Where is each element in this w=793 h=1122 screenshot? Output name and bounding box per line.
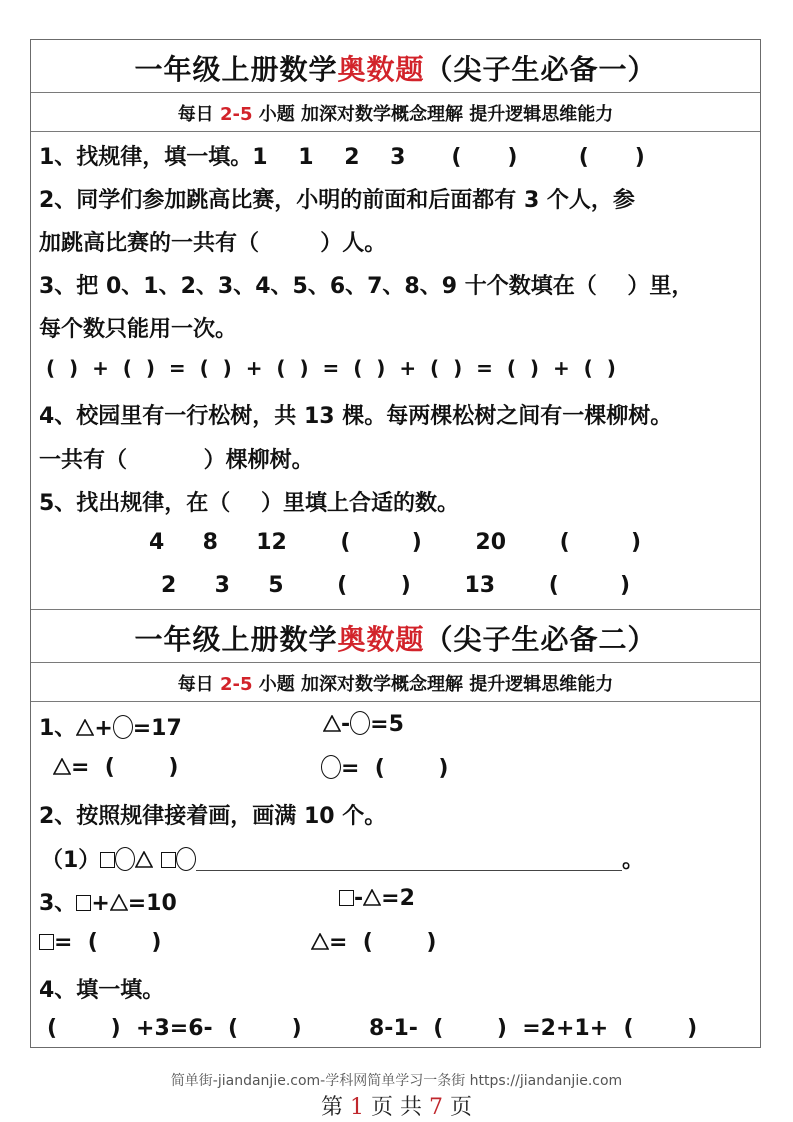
triangle-icon bbox=[53, 758, 71, 775]
triangle-icon bbox=[135, 851, 153, 868]
s2-question-3-eq1: 3、 + =10 bbox=[39, 891, 177, 916]
s2-question-2-pattern: （1） 。 bbox=[41, 848, 644, 873]
triangle-icon bbox=[363, 889, 381, 906]
page-indicator: 第 1 页 共 7 页 bbox=[321, 1095, 472, 1120]
triangle-icon bbox=[323, 715, 341, 732]
question-3-equation: ( ) + ( ) = ( ) + ( ) = ( ) + ( ) = ( ) + ( ) bbox=[39, 356, 616, 380]
divider bbox=[31, 131, 760, 132]
section2-subtitle: 每日 2-5 小题 加深对数学概念理解 提升逻辑思维能力 bbox=[177, 674, 614, 695]
circle-icon bbox=[113, 715, 133, 739]
question-4-cont: 一共有（ ）棵柳树。 bbox=[39, 448, 314, 473]
triangle-icon bbox=[76, 719, 94, 736]
s2-question-3-ans1: = ( ) bbox=[39, 930, 161, 955]
triangle-icon bbox=[110, 894, 128, 911]
divider bbox=[31, 701, 760, 702]
s2-question-4-eq2: 8-1- ( ) =2+1+ ( ) bbox=[369, 1016, 698, 1041]
divider bbox=[31, 92, 760, 93]
s2-question-2: 2、按照规律接着画，画满 10 个。 bbox=[39, 804, 387, 829]
square-icon bbox=[100, 852, 115, 868]
section1-title: 一年级上册数学奥数题（尖子生必备一） bbox=[134, 53, 657, 86]
square-icon bbox=[39, 934, 54, 950]
answer-line[interactable] bbox=[196, 850, 622, 871]
circle-icon bbox=[350, 711, 370, 735]
divider bbox=[31, 662, 760, 663]
section2-title: 一年级上册数学奥数题（尖子生必备二） bbox=[134, 623, 657, 656]
circle-icon bbox=[115, 847, 135, 871]
question-3: 3、把 0、1、2、3、4、5、6、7、8、9 十个数填在（ ）里， bbox=[39, 274, 694, 299]
s2-question-1-eq2: - =5 bbox=[323, 711, 404, 737]
question-5: 5、找出规律，在（ ）里填上合适的数。 bbox=[39, 491, 459, 516]
section1-subtitle: 每日 2-5 小题 加深对数学概念理解 提升逻辑思维能力 bbox=[177, 104, 614, 125]
worksheet bbox=[30, 39, 761, 1048]
question-3-cont: 每个数只能用一次。 bbox=[39, 317, 238, 342]
s2-question-1-ans1: = ( ) bbox=[53, 755, 178, 780]
square-icon bbox=[339, 890, 354, 906]
question-5-sequence-1: 4 8 12 ( ) 20 ( ) bbox=[149, 530, 642, 555]
question-4: 4、校园里有一行松树，共 13 棵。每两棵松树之间有一棵柳树。 bbox=[39, 404, 673, 429]
s2-question-1-ans2: = ( ) bbox=[321, 755, 448, 781]
circle-icon bbox=[321, 755, 341, 779]
s2-question-3-eq2: - =2 bbox=[339, 886, 415, 911]
triangle-icon bbox=[311, 933, 329, 950]
square-icon bbox=[76, 895, 91, 911]
s2-question-4: 4、填一填。 bbox=[39, 978, 165, 1003]
question-5-sequence-2: 2 3 5 ( ) 13 ( ) bbox=[161, 573, 631, 598]
s2-question-1-eq1: 1、 + =17 bbox=[39, 716, 182, 741]
question-2-cont: 加跳高比赛的一共有（ ）人。 bbox=[39, 231, 387, 256]
question-2: 2、同学们参加跳高比赛，小明的前面和后面都有 3 个人，参 bbox=[39, 188, 635, 213]
circle-icon bbox=[176, 847, 196, 871]
s2-question-3-ans2: = ( ) bbox=[311, 930, 436, 955]
question-1: 1、找规律，填一填。1 1 2 3 ( ) ( ) bbox=[39, 145, 645, 170]
square-icon bbox=[161, 852, 176, 868]
footer-site-text: 简单街-jiandanjie.com-学科网简单学习一条街 https://jiandanjie.com bbox=[170, 1073, 623, 1089]
divider bbox=[31, 609, 760, 610]
s2-question-4-eq1: ( ) +3=6- ( ) bbox=[47, 1016, 302, 1041]
